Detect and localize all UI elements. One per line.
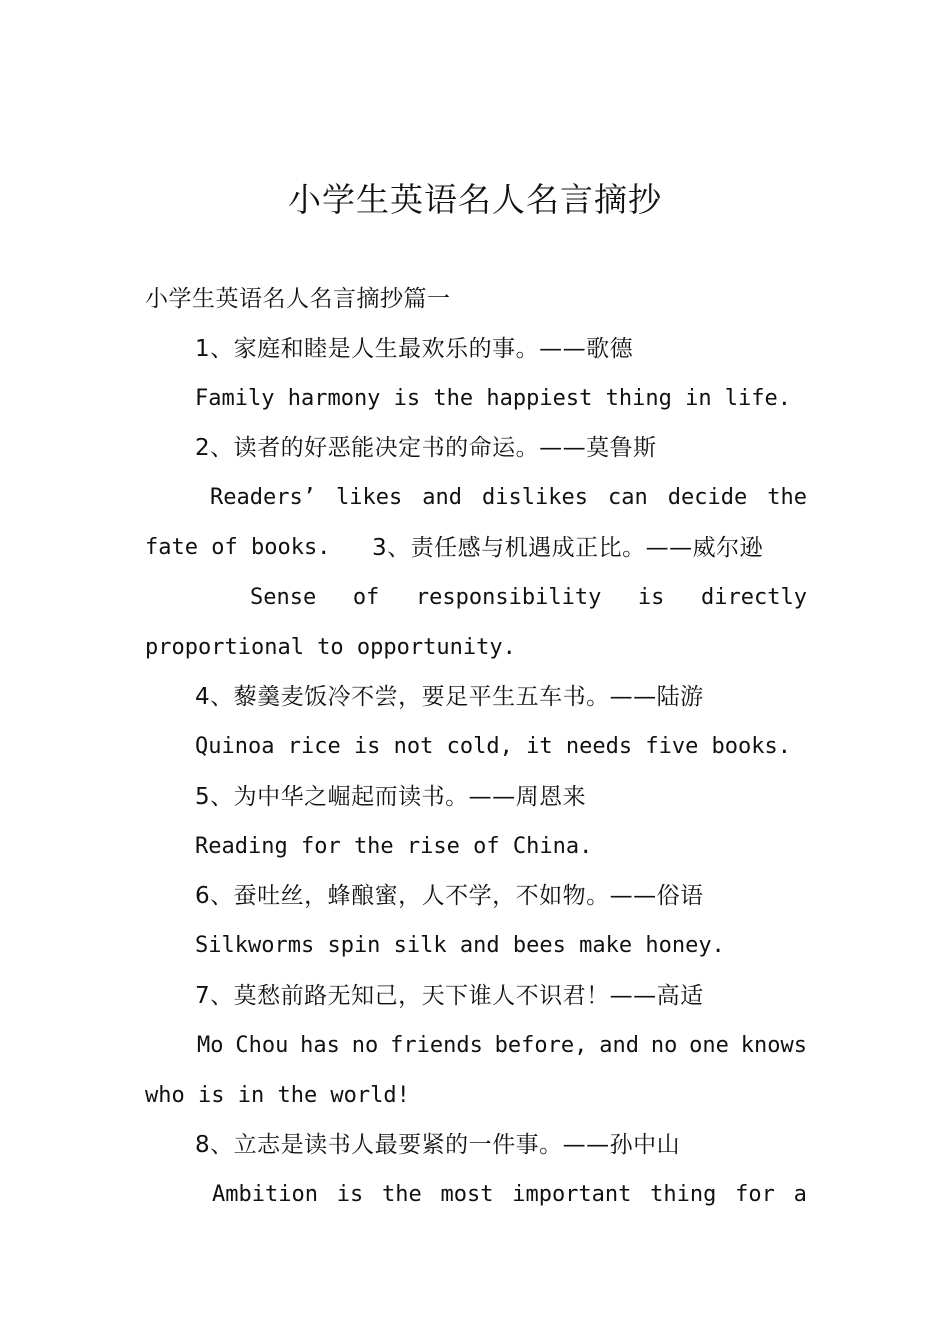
quote-6-english: Silkworms spin silk and bees make honey. <box>195 933 725 958</box>
word: Readers’ <box>210 485 316 510</box>
quote-5-english: Reading for the rise of China. <box>195 834 593 859</box>
word: dislikes <box>482 485 588 510</box>
word: friends <box>390 1033 483 1058</box>
quote-2-english-line-2: fate of books. <box>145 535 331 560</box>
word: a <box>793 1182 807 1207</box>
word: one <box>689 1033 729 1058</box>
word: likes <box>335 485 403 510</box>
word: Chou <box>235 1033 289 1058</box>
quote-4-english: Quinoa rice is not cold, it needs five books. <box>195 734 792 759</box>
quote-7-english-line-2: who is in the world! <box>145 1083 410 1108</box>
word: for <box>735 1182 775 1207</box>
word: and <box>599 1033 639 1058</box>
word: and <box>422 485 462 510</box>
quote-2-chinese: 2、读者的好恶能决定书的命运。——莫鲁斯 <box>195 435 657 461</box>
quote-3-english-line-1 <box>250 583 807 613</box>
word: important <box>512 1182 632 1207</box>
quote-1-chinese: 1、家庭和睦是人生最欢乐的事。——歌德 <box>195 336 634 362</box>
word: most <box>440 1182 494 1207</box>
quote-7-chinese: 7、莫愁前路无知己，天下谁人不识君！——高适 <box>195 983 704 1009</box>
word: thing <box>650 1182 717 1207</box>
word: no <box>650 1033 678 1058</box>
word: decide <box>667 485 748 510</box>
quote-7-english-line-1 <box>197 1031 807 1061</box>
quote-3-english-line-2: proportional to opportunity. <box>145 635 516 660</box>
word: directly <box>700 585 807 610</box>
word: the <box>381 1182 422 1207</box>
quote-8-english-line-1 <box>212 1180 807 1210</box>
word: responsibility <box>415 585 602 610</box>
quote-4-chinese: 4、藜羹麦饭冷不尝，要足平生五车书。——陆游 <box>195 684 704 710</box>
quote-6-chinese: 6、蚕吐丝，蜂酿蜜，人不学，不如物。——俗语 <box>195 883 704 909</box>
word: Sense <box>250 585 317 610</box>
word: knows <box>740 1033 807 1058</box>
word: the <box>767 485 807 510</box>
word: of <box>352 585 380 610</box>
page-title: 小学生英语名人名言摘抄 <box>288 180 662 219</box>
quote-3-chinese: 3、责任感与机遇成正比。——威尔逊 <box>372 535 764 561</box>
word: has <box>300 1033 340 1058</box>
word: is <box>336 1182 364 1207</box>
word: is <box>637 585 665 610</box>
word: Ambition <box>212 1182 318 1207</box>
section-heading: 小学生英语名人名言摘抄篇一 <box>145 286 451 312</box>
quote-5-chinese: 5、为中华之崛起而读书。——周恩来 <box>195 784 587 810</box>
word: no <box>351 1033 379 1058</box>
word: Mo <box>197 1033 224 1058</box>
quote-8-chinese: 8、立志是读书人最要紧的一件事。——孙中山 <box>195 1132 681 1158</box>
word: before, <box>494 1033 588 1058</box>
quote-2-english-line-1 <box>210 483 807 513</box>
quote-1-english: Family harmony is the happiest thing in life. <box>195 386 792 411</box>
word: can <box>607 485 648 510</box>
